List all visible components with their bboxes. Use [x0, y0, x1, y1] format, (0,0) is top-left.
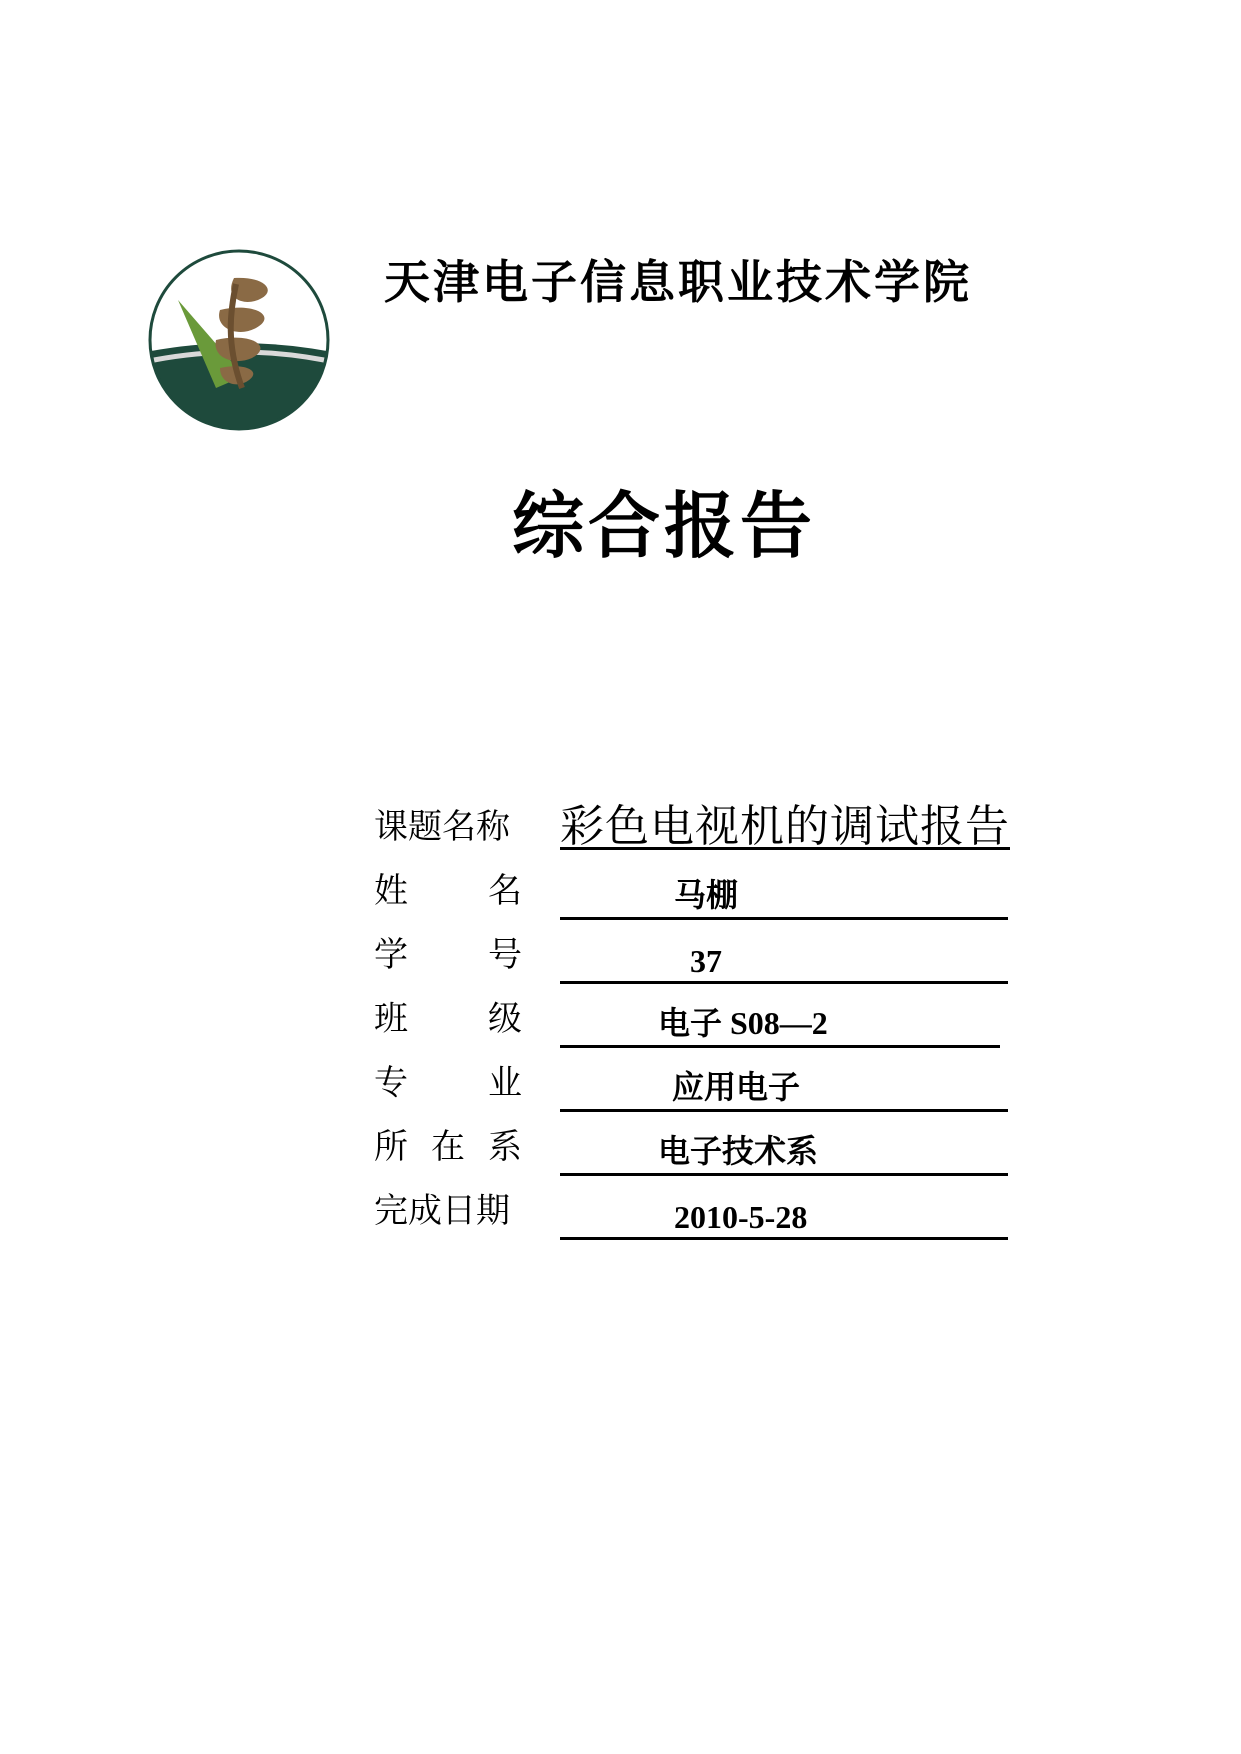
- class-label-char-1: 班: [374, 999, 408, 1039]
- student-id-label-char-1: 学: [374, 935, 408, 975]
- class-label-char-2: 级: [488, 999, 522, 1039]
- class-value: 电子 S08—2: [658, 1005, 828, 1041]
- major-label-char-1: 专: [374, 1063, 408, 1103]
- cover-fields: [374, 786, 1074, 1240]
- report-title: 综合报告: [512, 483, 817, 568]
- completion-date-value: 2010-5-28: [674, 1199, 808, 1235]
- student-id-label-char-2: 号: [488, 935, 522, 975]
- class-row: [374, 984, 1074, 1048]
- institution-name: 天津电子信息职业技术学院: [384, 255, 972, 309]
- class-label: [374, 991, 522, 1040]
- completion-date-label: 完成日期: [374, 1191, 510, 1231]
- college-emblem-icon: [146, 248, 332, 432]
- topic-row: [374, 786, 1074, 856]
- major-label: [374, 1055, 522, 1104]
- student-id-row: [374, 920, 1074, 984]
- student-id-label: [374, 927, 522, 976]
- department-value: 电子技术系: [658, 1133, 819, 1169]
- department-label-char-1: 所: [374, 1127, 408, 1167]
- department-row: [374, 1112, 1074, 1176]
- department-label: [374, 1119, 522, 1168]
- student-id-value: 37: [690, 943, 722, 979]
- name-label-char-1: 姓: [374, 871, 408, 911]
- completion-date-row: [374, 1176, 1074, 1240]
- college-logo: [146, 248, 332, 432]
- major-label-char-2: 业: [488, 1063, 522, 1103]
- name-row: [374, 856, 1074, 920]
- department-label-char-2: 在: [431, 1127, 465, 1167]
- major-row: [374, 1048, 1074, 1112]
- name-label-char-2: 名: [488, 871, 522, 911]
- student-id-underline: [560, 933, 1008, 984]
- topic-label: 课题名称: [374, 807, 510, 847]
- name-value: 马棚: [674, 877, 739, 913]
- topic-value: 彩色电视机的调试报告: [560, 801, 1010, 852]
- department-label-char-3: 系: [488, 1127, 522, 1167]
- name-label: [374, 863, 522, 912]
- major-value: 应用电子: [672, 1069, 801, 1105]
- name-underline: [560, 869, 1008, 920]
